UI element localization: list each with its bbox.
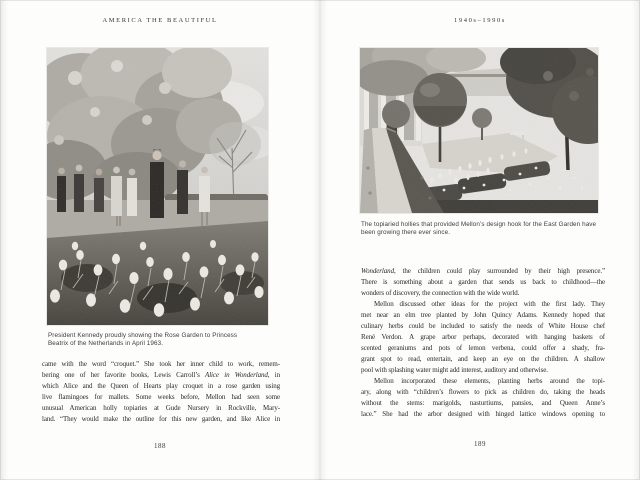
running-head-right: 1940s–1990s [454,17,506,24]
caption-line: been growing there ever since. [361,229,451,237]
body-line: unusual American holly topiaries at Gude Nursery in Rockville, Mary- [42,404,280,412]
caption-line: President Kennedy proudly showing the Rose Garden to Princess [48,332,238,339]
body-line: There is something about a garden that sends us back to childhood—the [361,278,605,286]
body-line: without the stems: marigolds, nasturtiums, pansies, and Queen Anne’s [361,399,605,407]
body-line: came with the word “croquet.” She took her inner child to work, remem- [42,360,280,368]
body-line: scented geraniums and pots of lemon verbena, could offer a shady, fra- [361,344,605,352]
right-photo-caption [361,221,611,237]
east-garden-topiary-photo [360,48,598,213]
kennedy-rose-garden-photo [47,48,268,325]
left-page-body-text [42,359,280,425]
body-line: pool with splashing water might add interest, auditory and otherwise. [361,366,548,374]
body-line: which Alice and the Queen of Hearts play croquet in a rose garden using [42,382,280,390]
page-edge-right [632,0,640,480]
body-line: bering one of her favorite books, Lewis Carroll’s Alice in Wonderland, in [42,371,280,379]
body-line: Mellon discussed other ideas for the project with the first lady. They [374,300,605,308]
body-line: ary, along with “children’s flowers to pick as children do, taking the heads [361,388,605,396]
body-line: wonders of discovery, the connection with the wide world. [361,289,520,297]
body-line: culinary herbs could be included to satisfy the needs of White House chef [361,322,605,330]
page-number-left: 188 [154,442,166,450]
right-page-body-text [361,266,605,420]
body-line: Wonderland, the children could play surrounded by their high presence.” [361,267,605,275]
page-number-right: 189 [474,440,486,448]
body-line: René Verdon. A grape arbor perhaps, decorated with hanging baskets of [361,333,605,341]
body-line: met near an elm tree planted by John Quincy Adams. Kennedy hoped that [361,311,605,319]
page-edge-left [0,0,8,480]
body-line: land. “They would make the outline for this new garden, and like Alice in [42,415,280,423]
caption-line: Beatrix of the Netherlands in April 1963. [48,340,164,348]
body-line: Mellon incorporated these elements, planting herbs around the topi- [374,377,605,385]
book-title-italic: Alice in Wonderland [205,371,268,379]
caption-line: The topiaried hollies that provided Mellon’s design hook for the East Garden have [361,221,597,228]
left-photo-caption [48,332,288,348]
book-spine-gutter [313,0,327,480]
body-line: grant spot to read, entertain, and keep an eye on the children. A shallow [361,355,605,363]
body-line: lace.” She had the arbor designed with hinged lattice windows opening to [361,410,605,418]
body-line: live flamingoes for mallets. Some weeks before, Mellon had seen some [42,393,280,401]
book-title-italic: Wonderland [361,267,394,275]
running-head-left: AMERICA THE BEAUTIFUL [102,17,218,24]
